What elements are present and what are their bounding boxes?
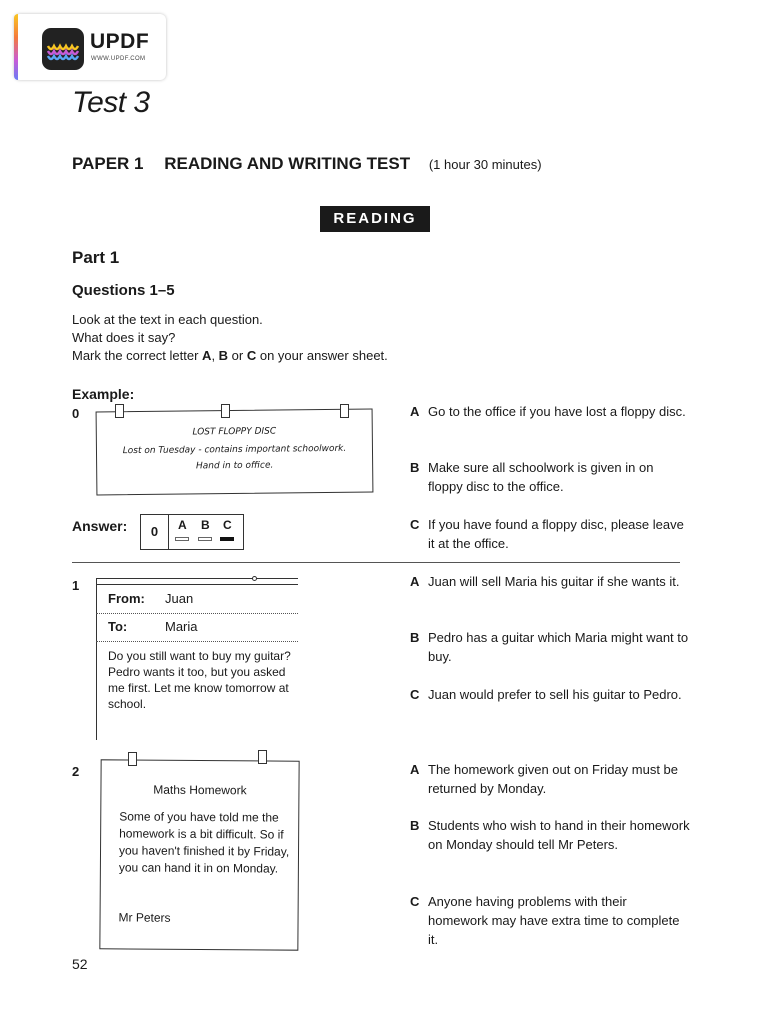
example-option-a: A Go to the office if you have lost a floppy disc.: [410, 404, 686, 419]
q1-option-c: C Juan would prefer to sell his guitar to Pedro.: [410, 687, 682, 702]
maths-homework-notice: [99, 759, 299, 950]
answer-letter-a: A: [178, 518, 187, 532]
logo-accent-stripe: [14, 14, 18, 80]
example-label: Example:: [72, 386, 135, 402]
answer-letter-c: C: [223, 518, 232, 532]
to-value: Maria: [165, 619, 198, 634]
pin-icon: [221, 404, 230, 418]
logo-wordmark: UPDF: [90, 30, 150, 53]
q1-option-b: B Pedro has a guitar which Maria might want to buy.: [410, 630, 689, 664]
q2-option-a: A The homework given out on Friday must be returned by Monday.: [410, 762, 679, 796]
pin-icon: [128, 752, 137, 766]
message-border-top-inner: [96, 584, 298, 585]
logo-url: WWW.UPDF.COM: [91, 56, 146, 62]
message-border-left: [96, 578, 97, 740]
instruction-line-1: Look at the text in each question.: [72, 312, 263, 327]
question-number-2: 2: [72, 764, 80, 779]
question-number-1: 1: [72, 578, 80, 593]
pin-icon: [258, 750, 267, 764]
example-option-c: C If you have found a floppy disc, please leave it at the office.: [410, 517, 684, 551]
answer-letter-b: B: [201, 518, 210, 532]
notice-title: LOST FLOPPY DISC: [192, 426, 277, 438]
q2-option-b: B Students who wish to hand in their homework on Monday should tell Mr Peters.: [410, 818, 690, 852]
pin-icon: [340, 404, 349, 418]
example-number: 0: [72, 406, 80, 421]
q2-option-c: C Anyone having problems with their homework may have extra time to complete it.: [410, 894, 680, 947]
to-label: To:: [108, 619, 128, 634]
answer-mark-a: [175, 537, 189, 541]
notice-title: Maths Homework: [153, 782, 247, 798]
pin-icon: [115, 404, 124, 418]
q1-option-a: A Juan will sell Maria his guitar if she wants it.: [410, 574, 680, 589]
section-divider: [72, 562, 680, 563]
answer-number: 0: [141, 515, 169, 549]
message-body: Do you still want to buy my guitar? Pedro wants it too, but you asked me first. Let me know tomorrow at school.: [108, 649, 291, 711]
from-label: From:: [108, 591, 145, 606]
part-title: Part 1: [72, 248, 120, 267]
paper-heading: [72, 154, 542, 174]
instruction-line-3: Mark the correct letter A, B or C on your answer sheet.: [72, 348, 388, 363]
section-badge: READING: [320, 206, 430, 232]
answer-grid: [140, 514, 244, 550]
notice-body: Some of you have told me the homework is a bit difficult. So if you haven't finished it by Friday, you can hand it in on Monday.: [118, 809, 290, 876]
notice-line-2: Hand in to office.: [195, 460, 274, 472]
answer-label: Answer:: [72, 518, 128, 534]
paper-label: PAPER 1: [72, 154, 144, 173]
message-knob-icon: [252, 576, 257, 581]
message-border-top: [96, 578, 298, 579]
updf-logo-icon: [42, 28, 84, 70]
page-number: 52: [72, 956, 88, 972]
test-title: Test 3: [72, 86, 150, 119]
from-value: Juan: [165, 591, 194, 606]
paper-name: READING AND WRITING TEST: [164, 154, 411, 173]
instruction-line-2: What does it say?: [72, 330, 176, 345]
notice-line-1: Lost on Tuesday - contains important schoolwork.: [122, 443, 347, 457]
example-option-b: B Make sure all schoolwork is given in on floppy disc to the office.: [410, 460, 654, 494]
lost-disc-notice: [96, 409, 374, 496]
answer-mark-b: [198, 537, 212, 541]
notice-signature: Mr Peters: [118, 910, 171, 925]
answer-mark-c-filled: [220, 537, 234, 541]
questions-title: Questions 1–5: [72, 282, 175, 299]
message-separator: [96, 613, 298, 614]
message-separator: [96, 641, 298, 642]
paper-duration: (1 hour 30 minutes): [428, 157, 542, 172]
